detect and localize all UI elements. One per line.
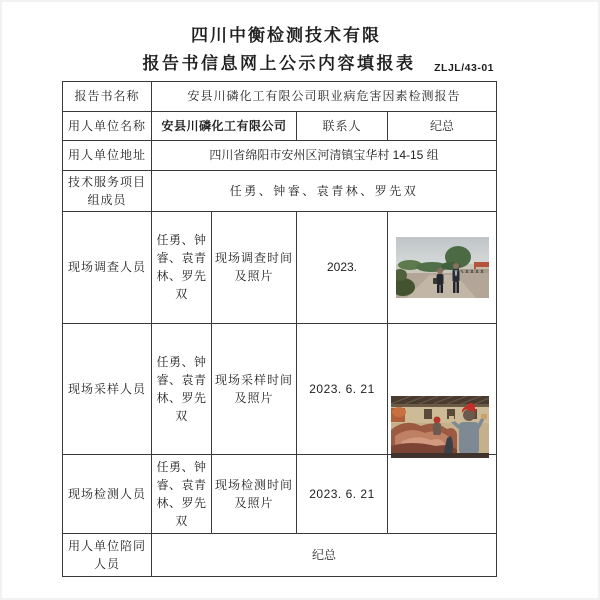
employer-address-value: 四川省绵阳市安州区河清镇宝华村 14-15 组 [152,140,497,170]
team-label: 技术服务项目组成员 [63,170,152,211]
detection-date: 2023. 6. 21 [297,454,388,533]
contact-value: 纪总 [388,111,497,140]
sampling-personnel-label: 现场采样人员 [63,323,152,454]
contact-label: 联系人 [297,111,388,140]
row-employer [63,111,497,140]
survey-personnel-names: 任勇、钟睿、袁青林、罗先双 [152,211,212,323]
workshop-ore-sampling-photo [391,396,489,458]
report-name-value: 安县川磷化工有限公司职业病危害因素检测报告 [152,81,497,111]
sampling-personnel-names: 任勇、钟睿、袁青林、罗先双 [152,323,212,454]
employer-name-value: 安县川磷化工有限公司 [152,111,297,140]
escort-personnel-label: 用人单位陪同人员 [63,533,152,576]
outdoor-two-people-site-photo [396,237,489,298]
detection-photo-cell [388,454,497,533]
report-form-table [62,81,497,577]
sampling-date: 2023. 6. 21 [297,323,388,454]
employer-address-label: 用人单位地址 [63,140,152,170]
detection-personnel-names: 任勇、钟睿、袁青林、罗先双 [152,454,212,533]
row-address [63,140,497,170]
sampling-time-label: 现场采样时间及照片 [212,323,297,454]
row-team [63,170,497,211]
row-report-name [63,81,497,111]
survey-photo-cell [388,211,497,323]
row-survey [63,211,497,323]
row-escort [63,533,497,576]
form-header [62,0,496,75]
document-number: ZLJL/43-01 [434,61,494,74]
survey-date: 2023. [297,211,388,323]
sampling-photo-cell [388,323,497,454]
row-sampling [63,323,497,454]
company-title: 四川中衡检测技术有限 [191,26,381,45]
detection-time-label: 现场检测时间及照片 [212,454,297,533]
detection-personnel-label: 现场检测人员 [63,454,152,533]
row-detection [63,454,497,533]
survey-personnel-label: 现场调查人员 [63,211,152,323]
survey-time-label: 现场调查时间及照片 [212,211,297,323]
form-title: 报告书信息网上公示内容填报表 [142,53,416,73]
employer-name-label: 用人单位名称 [63,111,152,140]
report-name-label: 报告书名称 [63,81,152,111]
escort-personnel-value: 纪总 [152,533,497,576]
team-value: 任勇、钟睿、袁青林、罗先双 [152,170,497,211]
